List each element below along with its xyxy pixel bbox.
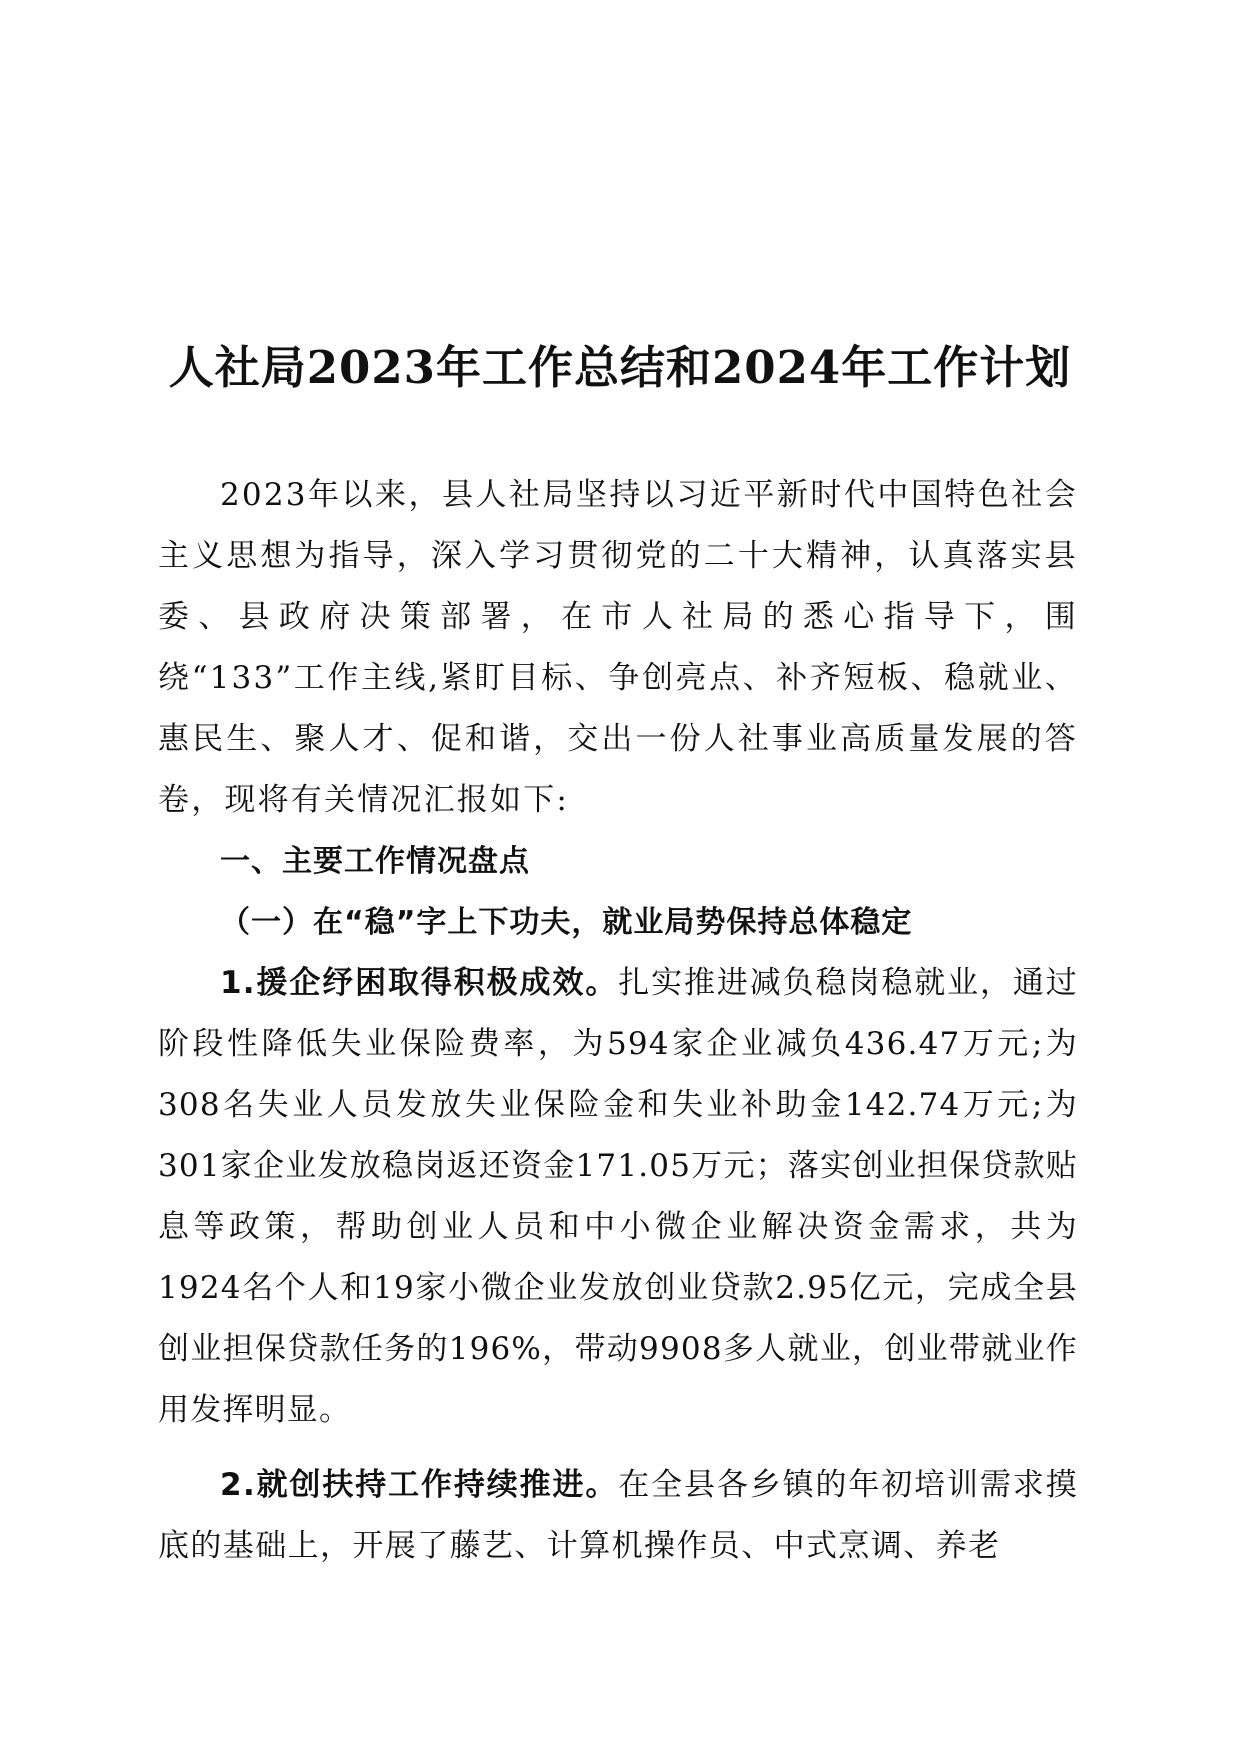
paragraph-text: 扎实推进减负稳岗稳就业，通过阶段性降低失业保险费率，为594家企业减负436.47万元;为308名失业人员发放失业保险金和失业补助金142.74万元;为301家企业发放稳岗返还资金171.05万元；落实创业担保贷款贴息等政策，帮助创业人员和中小微企业解决资金需求，共为1924名个人和19家小微企业发放创业贷款2.95亿元，完成全县创业担保贷款任务的196%，带动9908多人就业，创业带就业作用发挥明显。	[158, 965, 1078, 1428]
section-heading-main-work: 一、主要工作情况盘点	[220, 844, 530, 879]
document-body	[158, 465, 1078, 1577]
paragraph-entrepreneurship-support	[158, 1455, 1078, 1577]
paragraph-text: 在全县各乡镇的年初培训需求摸底的基础上，开展了藤艺、计算机操作员、中式烹调、养老	[158, 1467, 1078, 1564]
paragraph-lead: 2.就创扶持工作持续推进。	[220, 1467, 619, 1503]
subsection-heading-employment-stability: （一）在“稳”字上下功夫，就业局势保持总体稳定	[220, 905, 913, 940]
paragraph-lead: 1.援企纾困取得积极成效。	[220, 965, 619, 1001]
intro-paragraph: 2023年以来，县人社局坚持以习近平新时代中国特色社会主义思想为指导，深入学习贯彻党的二十大精神，认真落实县委、县政府决策部署，在市人社局的悉心指导下，围绕“133”工作主线,紧盯目标、争创亮点、补齐短板、稳就业、惠民生、聚人才、促和谐，交出一份人社事业高质量发展的答卷，现将有关情况汇报如下:	[158, 477, 1078, 818]
document-title: 人社局2023年工作总结和2024年工作计划	[168, 341, 1072, 394]
paragraph-enterprise-relief	[158, 953, 1078, 1441]
